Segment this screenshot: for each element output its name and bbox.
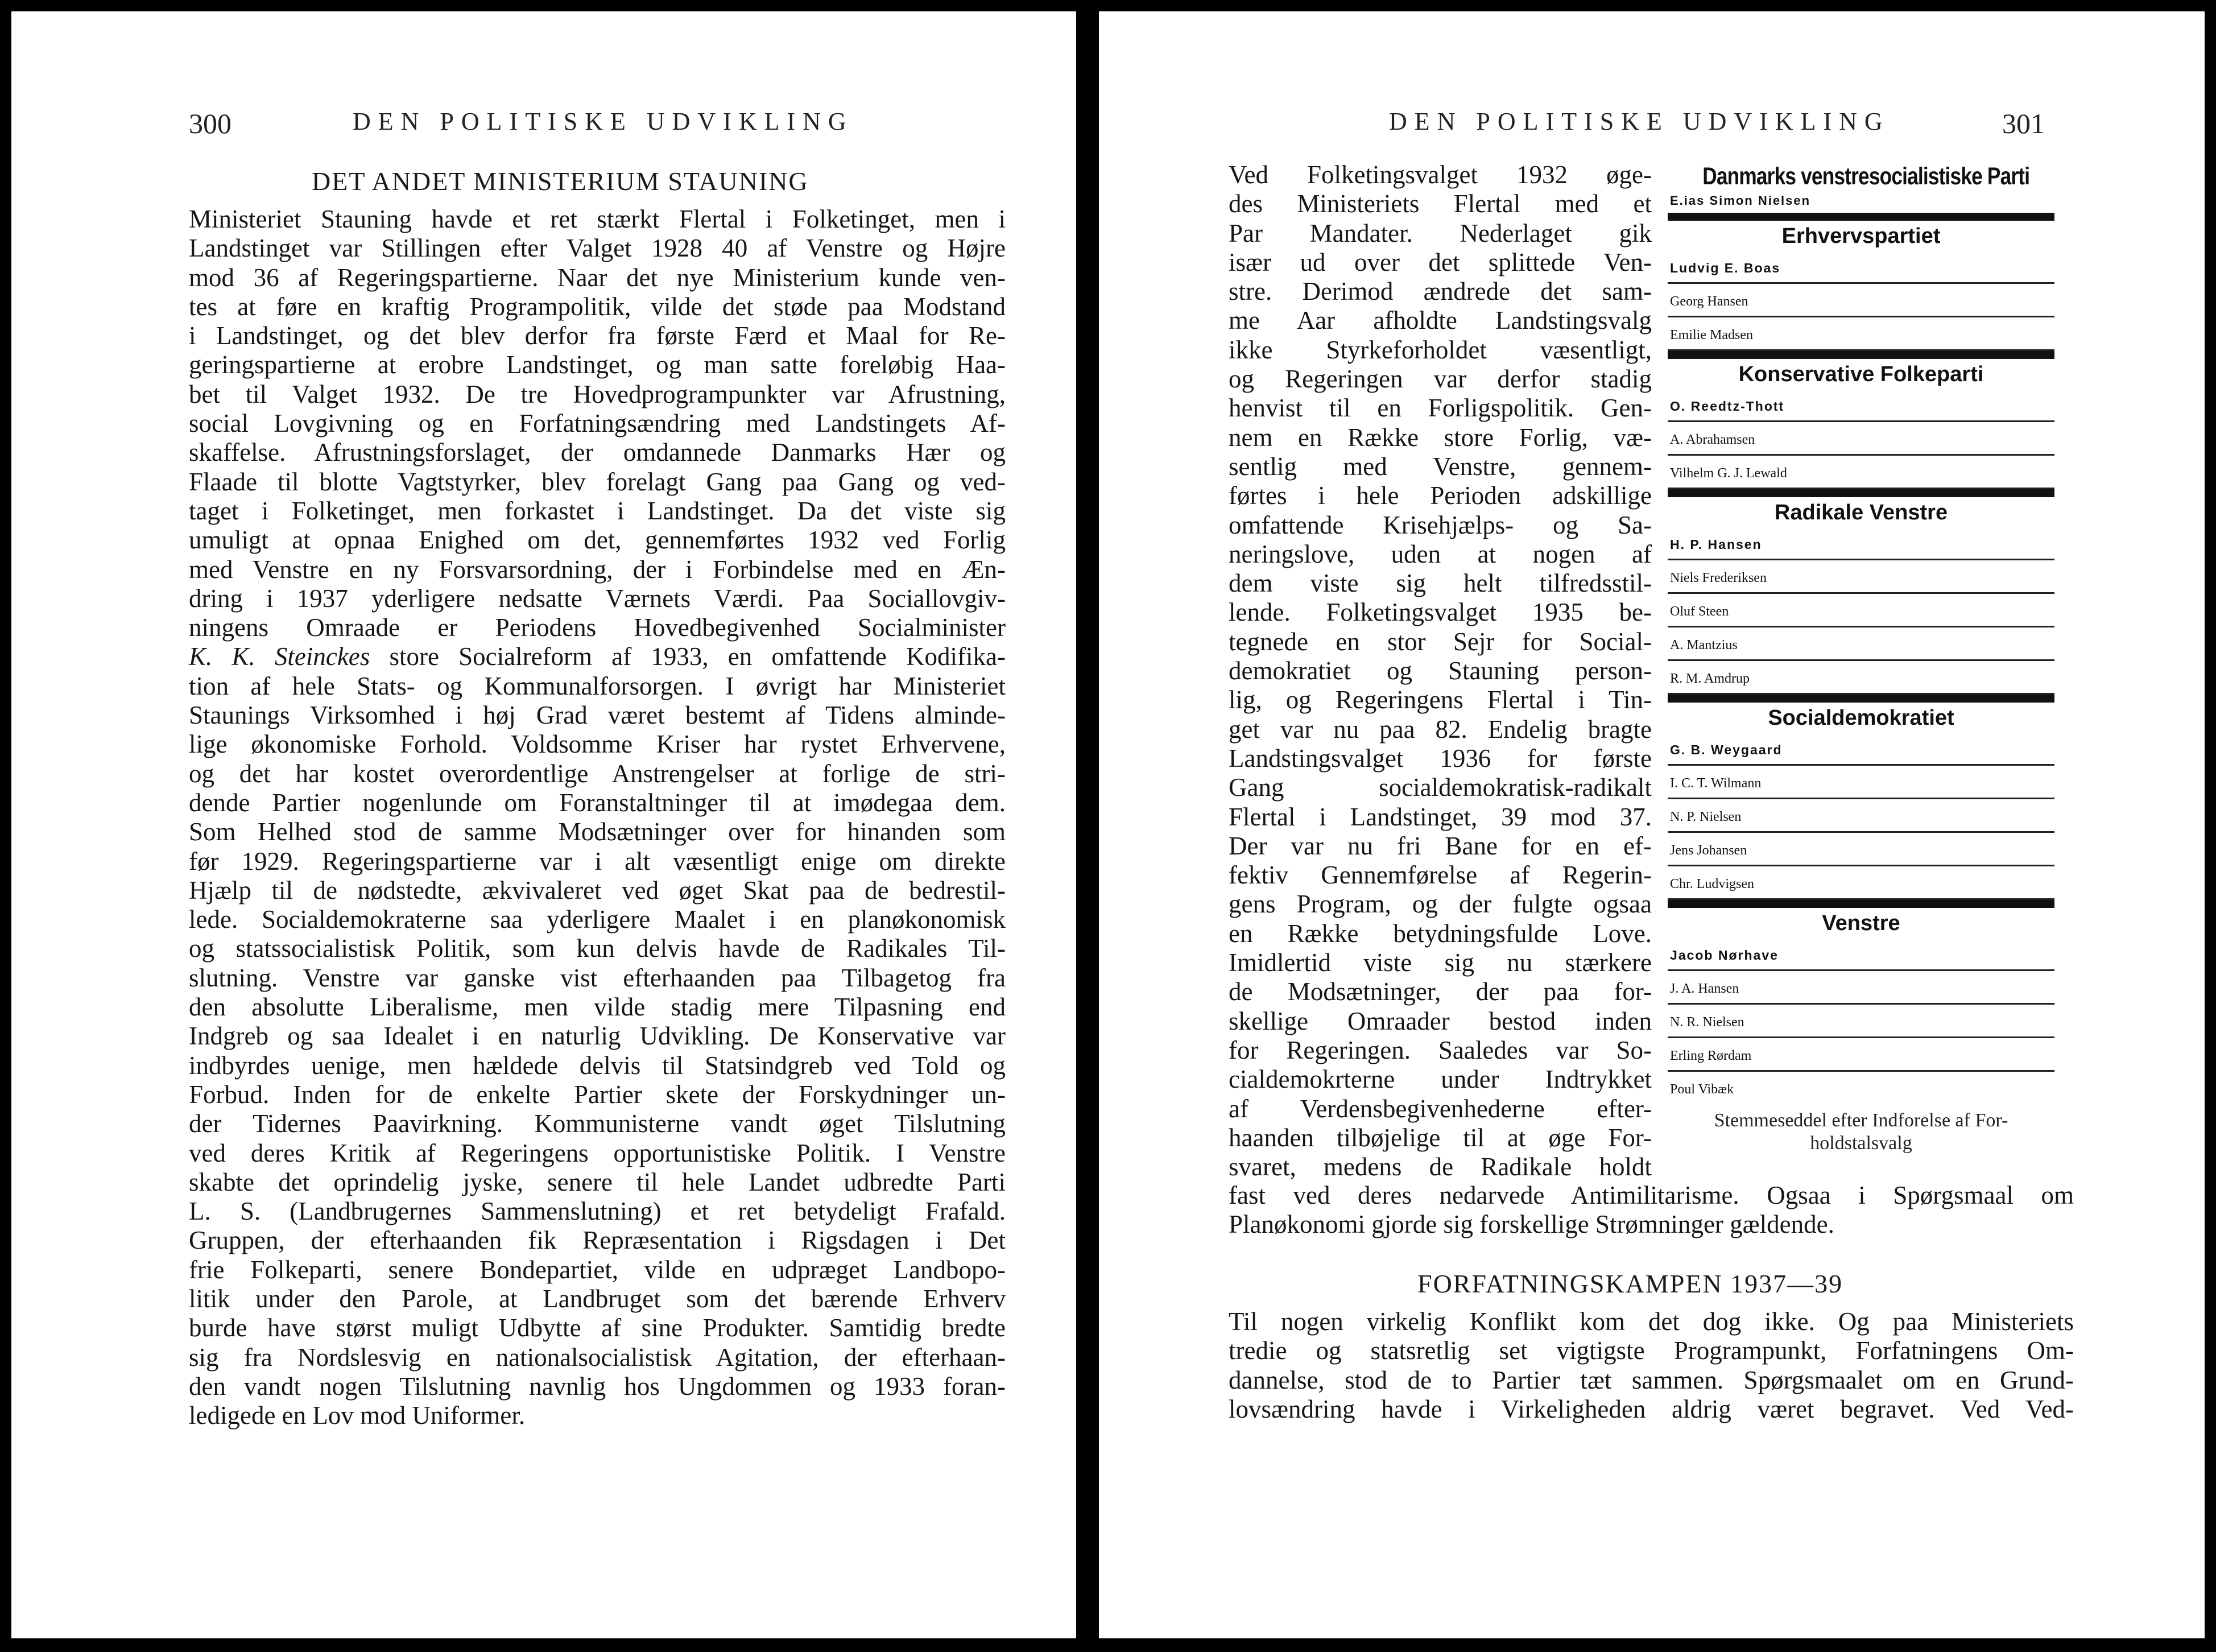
column-text: [1229, 160, 1652, 1182]
text-line: burde have størst muligt Udbytte af sine Produkter. Samtidig bredte: [189, 1314, 1006, 1343]
text-line: lede. Socialdemokraterne saa yderligere Maalet i en planøkonomisk: [189, 905, 1006, 934]
candidate-name: N. R. Nielsen: [1668, 1005, 2054, 1038]
candidate-name: Georg Hansen: [1668, 284, 2054, 317]
text-line: ningens Omraade er Periodens Hovedbegivenhed Socialminister: [189, 613, 1006, 642]
text-line: L. S. (Landbrugernes Sammenslutning) et ret betydeligt Frafald.: [189, 1197, 1006, 1226]
text-line: cialdemokrterne under Indtrykket: [1229, 1065, 1652, 1094]
text-line: ikke Styrkeforholdet væsentligt,: [1229, 335, 1652, 364]
text-line: stre. Derimod ændrede det sam-: [1229, 277, 1652, 306]
text-line: Landstingsvalget 1936 for første: [1229, 744, 1652, 773]
candidate-name: Emilie Madsen: [1668, 317, 2054, 351]
candidate-name: R. M. Amdrup: [1668, 661, 2054, 695]
text-line: især ud over det splittede Ven-: [1229, 247, 1652, 276]
text-line: dannelse, stod de to Partier tæt sammen. Spørgsmaalet om en Grund-: [1229, 1365, 2074, 1394]
text-line: Landstinget var Stillingen efter Valget 1928 40 af Venstre og Højre: [189, 234, 1006, 263]
text-line: haanden tilbøjelige til at øge For-: [1229, 1123, 1652, 1152]
candidate-name: A. Abrahamsen: [1668, 422, 2054, 456]
party-divider: [1668, 351, 2054, 359]
text-line: bet til Valget 1932. De tre Hovedprogrampunkter var Afrustning,: [189, 379, 1006, 408]
text-line: umuligt at opnaa Enighed om det, gennemførtes 1932 ved Forlig: [189, 526, 1006, 555]
text-line: af Verdensbegivenhederne efter-: [1229, 1094, 1652, 1123]
candidate-name: N. P. Nielsen: [1668, 799, 2054, 833]
party-name: Erhvervspartiet: [1781, 224, 1941, 248]
text-line: indbyrdes uenige, men hældede delvis til Statsindgreb ved Told og: [189, 1051, 1006, 1080]
party-name: Venstre: [1822, 911, 1900, 935]
text-line: tion af hele Stats- og Kommunalforsorgen. I øvrigt har Ministeriet: [189, 671, 1006, 700]
text-line: Imidlertid viste sig nu stærkere: [1229, 948, 1652, 977]
text-line: litik under den Parole, at Landbruget som det bærende Erhverv: [189, 1284, 1006, 1313]
caption-line: Stemmeseddel efter Indforelse af For-: [1714, 1110, 2008, 1131]
text-line: Staunings Virksomhed i høj Grad været bestemt af Tidens alminde-: [189, 701, 1006, 730]
candidate-name: Poul Vibæk: [1670, 1082, 1734, 1097]
text-line: skellige Omraader bestod inden: [1229, 1006, 1652, 1035]
party-divider: [1668, 900, 2054, 908]
text-line: skabte det oprindelig jyske, senere til hele Landet udbredte Parti: [189, 1167, 1006, 1196]
candidate-name: J. A. Hansen: [1668, 971, 2054, 1005]
section-title: DET ANDET MINISTERIUM STAUNING: [312, 167, 809, 196]
text-line: nem en Række store Forlig, væ-: [1229, 423, 1652, 452]
text-line: omfattende Krisehjælps- og Sa-: [1229, 510, 1652, 539]
text-line: lige økonomiske Forhold. Voldsomme Kriser har rystet Erhvervene,: [189, 730, 1006, 759]
right-page: [1099, 11, 2205, 1638]
text-line: Der var nu fri Bane for en ef-: [1229, 831, 1652, 860]
text-line: Indgreb og saa Idealet i en naturlig Udvikling. De Konservative var: [189, 1022, 1006, 1051]
section-text: [1229, 1307, 2074, 1424]
candidate-name: G. B. Weygaard: [1668, 732, 2054, 766]
text-line: gens Program, og der fulgte ogsaa: [1229, 890, 1652, 919]
candidate-name: I. C. T. Wilmann: [1668, 766, 2054, 799]
text-line: Gang socialdemokratisk-radikalt: [1229, 773, 1652, 802]
text-line: sentlig med Venstre, gennem-: [1229, 452, 1652, 481]
party-name: Konservative Folkeparti: [1738, 362, 1984, 386]
text-line: den absolutte Liberalisme, men vilde stadig mere Tilpasning end: [189, 993, 1006, 1022]
text-line: slutning. Venstre var ganske vist efterhaanden paa Tilbagetog fra: [189, 963, 1006, 992]
text-line: før 1929. Regeringspartierne var i alt væsentligt enige om direkte: [189, 846, 1006, 875]
text-line: Flertal i Landstinget, 39 mod 37.: [1229, 802, 1652, 831]
text-line: dring i 1937 yderligere nedsatte Værnets Værdi. Paa Sociallovgiv-: [189, 584, 1006, 613]
full-width-text: [1229, 1181, 2074, 1240]
text-line: demokratiet og Stauning person-: [1229, 656, 1652, 685]
text-line: lovsændring havde i Virkeligheden aldrig været begravet. Ved Ved-: [1229, 1394, 2074, 1423]
text-line: der Tidernes Paavirkning. Kommunisterne vandt øget Tilslutning: [189, 1109, 1006, 1138]
body-text: [189, 205, 1006, 1430]
text-line: og det har kostet overordentlige Anstrengelser at forlige de stri-: [189, 759, 1006, 788]
candidate-name: Erling Rørdam: [1668, 1038, 2054, 1072]
page-number: 301: [2002, 108, 2045, 139]
text-line: Som Helhed stod de samme Modsætninger over for hinanden som: [189, 817, 1006, 846]
candidate-name: H. P. Hansen: [1668, 527, 2054, 560]
caption-line: holdstalsvalg: [1810, 1133, 1912, 1154]
text-line: mod 36 af Regeringspartierne. Naar det nye Ministerium kunde ven-: [189, 263, 1006, 292]
text-line: i Landstinget, og det blev derfor fra første Færd et Maal for Re-: [189, 321, 1006, 350]
text-line: tegnede en stor Sejr for Social-: [1229, 627, 1652, 656]
candidate-name: Jacob Nørhave: [1668, 937, 2054, 971]
candidate-name: Ludvig E. Boas: [1668, 250, 2054, 284]
text-line: frie Folkeparti, senere Bondepartiet, vilde en udpræget Landbopo-: [189, 1255, 1006, 1284]
text-line: lende. Folketingsvalget 1935 be-: [1229, 598, 1652, 627]
text-line: dem viste sig helt tilfredsstil-: [1229, 569, 1652, 598]
text-line: for Regeringen. Saaledes var So-: [1229, 1035, 1652, 1064]
text-line: Par Mandater. Nederlaget gik: [1229, 218, 1652, 247]
text-line: dende Partier nogenlunde om Foranstaltninger til at imødegaa dem.: [189, 788, 1006, 817]
text-line: sig fra Nordslesvig en nationalsocialistisk Agitation, der efterhaan-: [189, 1343, 1006, 1372]
text-line: Flaade til blotte Vagtstyrker, blev forelagt Gang paa Gang og ved-: [189, 467, 1006, 496]
section-title: FORFATNINGSKAMPEN 1937—39: [1417, 1269, 1843, 1298]
text-line: Ved Folketingsvalget 1932 øge-: [1229, 160, 1652, 189]
text-line: Ministeriet Stauning havde et ret stærkt Flertal i Folketinget, men i: [189, 205, 1006, 233]
ballot-parties: [1668, 213, 2054, 1104]
text-line: og Regeringen var derfor stadig: [1229, 365, 1652, 394]
text-line: og statssocialistisk Politik, som kun delvis havde de Radikales Til-: [189, 934, 1006, 963]
page-number: 300: [189, 108, 231, 139]
running-head: DEN POLITISKE UDVIKLING: [353, 108, 854, 135]
party-divider: [1668, 213, 2054, 221]
text-line: geringspartierne at erobre Landstinget, og man satte foreløbig Haa-: [189, 350, 1006, 379]
party-name: Radikale Venstre: [1774, 501, 1948, 524]
text-line: Hjælp til de nødstedte, ækvivaleret ved øget Skat paa de bedrestil-: [189, 875, 1006, 905]
text-line: des Ministeriets Flertal med et: [1229, 189, 1652, 218]
text-line: fektiv Gennemførelse af Regerin-: [1229, 861, 1652, 890]
text-line: social Lovgivning og en Forfatningsændring med Landstingets Af-: [189, 409, 1006, 438]
candidate-name: Niels Frederiksen: [1668, 560, 2054, 594]
ballot-caption: [1651, 1109, 2072, 1155]
ballot-lead-candidate: E.ias Simon Nielsen: [1670, 193, 1811, 208]
text-line: Planøkonomi gjorde sig forskellige Strømninger gældende.: [1229, 1210, 1834, 1239]
text-line: tredie og statsretlig set vigtigste Programpunkt, Forfatningens Om-: [1229, 1336, 2074, 1365]
text-line: Gruppen, der efterhaanden fik Repræsentation i Rigsdagen i Det: [189, 1226, 1006, 1255]
candidate-name: A. Mantzius: [1668, 627, 2054, 661]
text-line: me Aar afholdte Landstingsvalg: [1229, 306, 1652, 335]
running-head: DEN POLITISKE UDVIKLING: [1389, 108, 1890, 135]
text-line: lig, og Regeringens Flertal i Tin-: [1229, 685, 1652, 715]
text-line: Forbud. Inden for de enkelte Partier skete der Forskydninger un-: [189, 1080, 1006, 1109]
party-name: Socialdemokratiet: [1768, 706, 1954, 730]
text-line: K. K. Steinckes store Socialreform af 1933, en omfattende Kodifika-: [189, 642, 1006, 671]
candidate-name: Oluf Steen: [1668, 594, 2054, 627]
text-line: den vandt nogen Tilslutning navnlig hos Ungdommen og 1933 foran-: [189, 1372, 1006, 1401]
candidate-name: Vilhelm G. J. Lewald: [1668, 456, 2054, 489]
party-divider: [1668, 489, 2054, 497]
text-line: førtes i hele Perioden adskillige: [1229, 481, 1652, 510]
candidate-name: Jens Johansen: [1668, 833, 2054, 866]
text-line: ledigede en Lov mod Uniformer.: [189, 1401, 526, 1430]
ballot-title: Danmarks venstresocialistiske Parti: [1702, 163, 2030, 190]
text-line: taget i Folketinget, men forkastet i Landstinget. Da det viste sig: [189, 496, 1006, 525]
candidate-name: O. Reedtz-Thott: [1668, 389, 2054, 422]
text-line: henvist til en Forligspolitik. Gen-: [1229, 394, 1652, 423]
party-divider: [1668, 695, 2054, 703]
candidate-name: Chr. Ludvigsen: [1668, 866, 2054, 900]
text-line: neringslove, uden at nogen af: [1229, 539, 1652, 568]
text-line: Til nogen virkelig Konflikt kom det dog ikke. Og paa Ministeriets: [1229, 1307, 2074, 1336]
ballot-figure: [1668, 160, 2054, 1104]
text-line: get var nu paa 82. Endelig bragte: [1229, 715, 1652, 744]
text-line: en Række betydningsfulde Love.: [1229, 919, 1652, 948]
text-line: med Venstre en ny Forsvarsordning, der i Forbindelse med en Æn-: [189, 555, 1006, 584]
left-page: [11, 11, 1076, 1638]
text-line: fast ved deres nedarvede Antimilitarisme. Ogsaa i Spørgsmaal om: [1229, 1181, 2074, 1209]
text-line: ved deres Kritik af Regeringens opportunistiske Politik. I Venstre: [189, 1138, 1006, 1167]
text-line: tes at føre en kraftig Programpolitik, vilde det støde paa Modstand: [189, 292, 1006, 321]
text-line: skaffelse. Afrustningsforslaget, der omdannede Danmarks Hær og: [189, 438, 1006, 467]
text-line: de Modsætninger, der paa for-: [1229, 977, 1652, 1006]
text-line: svaret, medens de Radikale holdt: [1229, 1153, 1652, 1182]
